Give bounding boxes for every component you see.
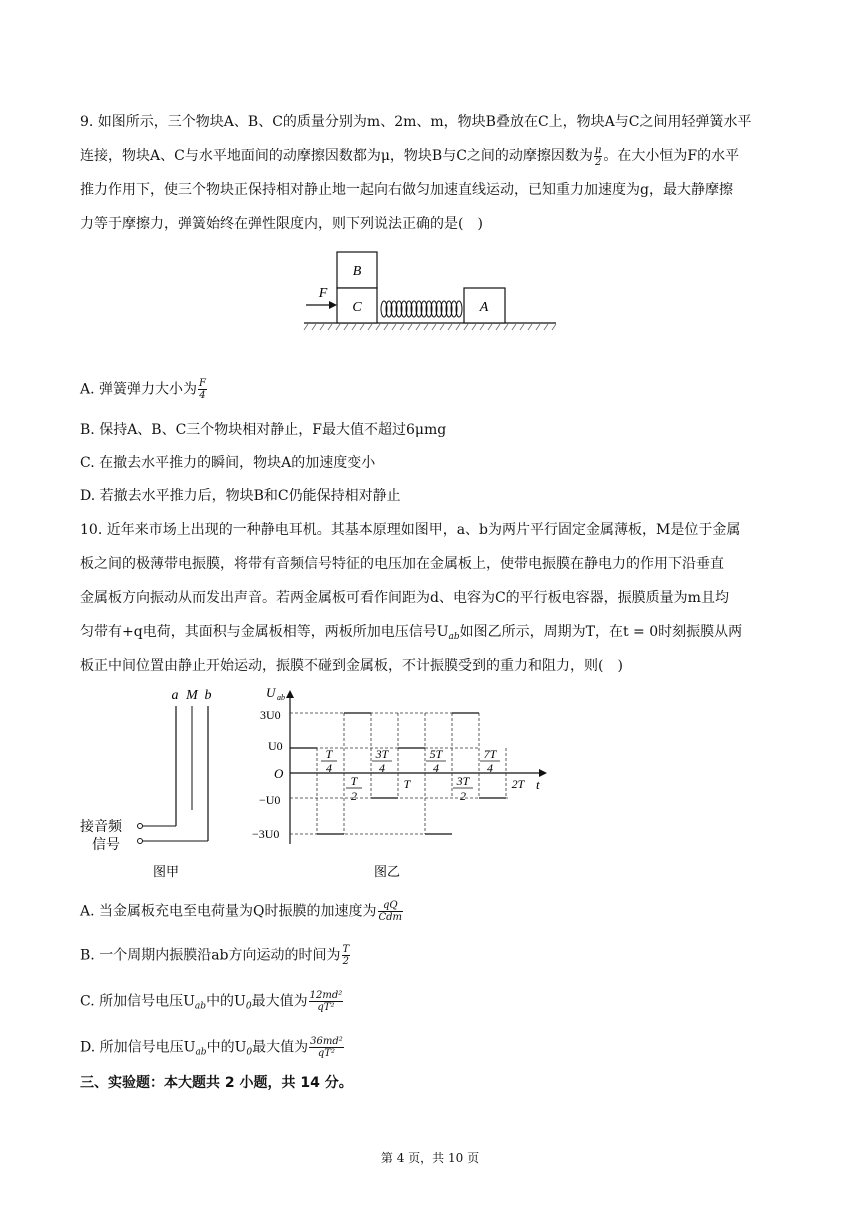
q10-option-c: C. 所加信号电压$U_{ab}$中的$U_0$最大值为 $\frac{\text{12md²}}{\text{qT²}}$ xyxy=(80,990,343,1013)
svg-text:O: O xyxy=(274,766,284,781)
label-f: F xyxy=(318,286,328,301)
q10-line3: 金属板方向振动从而发出声音。若两金属板可看作间距为d、电容为C的平行板电容器，振膜质量为m且均 xyxy=(80,590,729,606)
svg-text:ab: ab xyxy=(277,693,285,702)
ytick-u0: U0 xyxy=(268,739,283,753)
ytick-3u0: 3U0 xyxy=(260,708,281,722)
q9-figure xyxy=(300,248,560,332)
svg-text:5T: 5T xyxy=(429,747,443,761)
ytick-neg-u0: −U0 xyxy=(259,793,281,807)
label-a: A xyxy=(479,300,489,315)
q9-line2: 连接，物块A、C与水平地面间的动摩擦因数都为μ，物块B与C之间的动摩擦因数为 $\frac{\mu}{2}$ 。在大小恒为F的水平 xyxy=(80,144,740,168)
q10-option-b: B. 一个周期内振膜沿ab方向运动的时间为 $\frac{T}{2}$ xyxy=(80,944,350,967)
svg-text:4: 4 xyxy=(433,761,439,775)
svg-text:7T: 7T xyxy=(483,747,497,761)
svg-text:U: U xyxy=(266,685,276,700)
q10-option-d: D. 所加信号电压$U_{ab}$中的$U_0$最大值为 $\frac{\text{36md²}}{\text{qT²}}$ xyxy=(80,1036,343,1059)
q9-option-d: D. 若撤去水平推力后，物块B和C仍能保持相对静止 xyxy=(80,488,401,504)
q9-line1: 9. 如图所示，三个物块A、B、C的质量分别为m、2m、m，物块B叠放在C上，物块A与C之间用轻弹簧水平 xyxy=(80,114,752,130)
q10-stem xyxy=(80,513,784,683)
svg-text:T: T xyxy=(325,747,333,761)
q9-option-b: B. 保持A、B、C三个物块相对静止，F最大值不超过6μmg xyxy=(80,422,447,438)
q9-fraction: $\frac{\mu}{2}$ xyxy=(594,144,602,168)
q10-line2: 板之间的极薄带电振膜，将带有音频信号特征的电压加在金属板上，使带电振膜在静电力的作用下沿垂直 xyxy=(80,556,724,572)
svg-text:M: M xyxy=(186,688,198,703)
section-heading: 三、实验题：本大题共 2 小题，共 14 分。 xyxy=(80,1075,353,1091)
svg-text:4: 4 xyxy=(487,761,493,775)
svg-text:2: 2 xyxy=(460,789,466,803)
q10-line5: 板正中间位置由静止开始运动，振膜不碰到金属板，不计振膜受到的重力和阻力，则( ) xyxy=(80,658,623,674)
spring xyxy=(381,301,462,317)
q10-option-a: A. 当金属板充电至电荷量为Q时振膜的加速度为 $\frac{qQ}{\text{Cdm}}$ xyxy=(80,900,403,923)
svg-text:接音频: 接音频 xyxy=(80,819,122,835)
svg-text:3T: 3T xyxy=(456,774,470,788)
svg-text:4: 4 xyxy=(326,761,332,775)
q9-stem xyxy=(80,105,784,241)
q10-line1: 10. 近年来市场上出现的一种静电耳机。其基本原理如图甲，a、b为两片平行固定金属薄板，M是位于金属 xyxy=(80,522,741,538)
q9-option-c: C. 在撤去水平推力的瞬间，物块A的加速度变小 xyxy=(80,455,376,471)
ytick-neg-3u0: −3U0 xyxy=(252,827,280,841)
svg-text:2: 2 xyxy=(351,789,357,803)
q9-option-a: A. 弹簧弹力大小为 $\frac{F}{4}$ xyxy=(80,378,206,401)
svg-text:图甲: 图甲 xyxy=(152,865,180,880)
svg-text:图乙: 图乙 xyxy=(373,865,401,880)
label-c: C xyxy=(352,300,362,315)
label-b: B xyxy=(352,264,362,279)
svg-text:2T: 2T xyxy=(511,777,525,791)
svg-text:t: t xyxy=(536,777,540,792)
svg-text:信号: 信号 xyxy=(92,837,120,853)
page-footer: 第 4 页，共 10 页 xyxy=(380,1151,480,1165)
svg-text:T: T xyxy=(403,777,411,791)
fig-yi xyxy=(250,684,555,884)
q10-line4: 匀带有+q电荷，其面积与金属板相等，两板所加电压信号$U_{ab}$如图乙所示，周期为T，在t = 0时刻振膜从两 xyxy=(80,624,743,642)
svg-text:4: 4 xyxy=(379,761,385,775)
svg-text:T: T xyxy=(350,774,358,788)
svg-text:3T: 3T xyxy=(375,747,389,761)
fig-jia xyxy=(78,684,228,884)
svg-text:a: a xyxy=(171,688,179,703)
q9-line4: 力等于摩擦力，弹簧始终在弹性限度内，则下列说法正确的是( ) xyxy=(80,216,483,232)
svg-text:b: b xyxy=(204,688,212,703)
q9-line3: 推力作用下，使三个物块正保持相对静止地一起向右做匀加速直线运动，已知重力加速度为g，最大静摩擦 xyxy=(80,182,733,198)
